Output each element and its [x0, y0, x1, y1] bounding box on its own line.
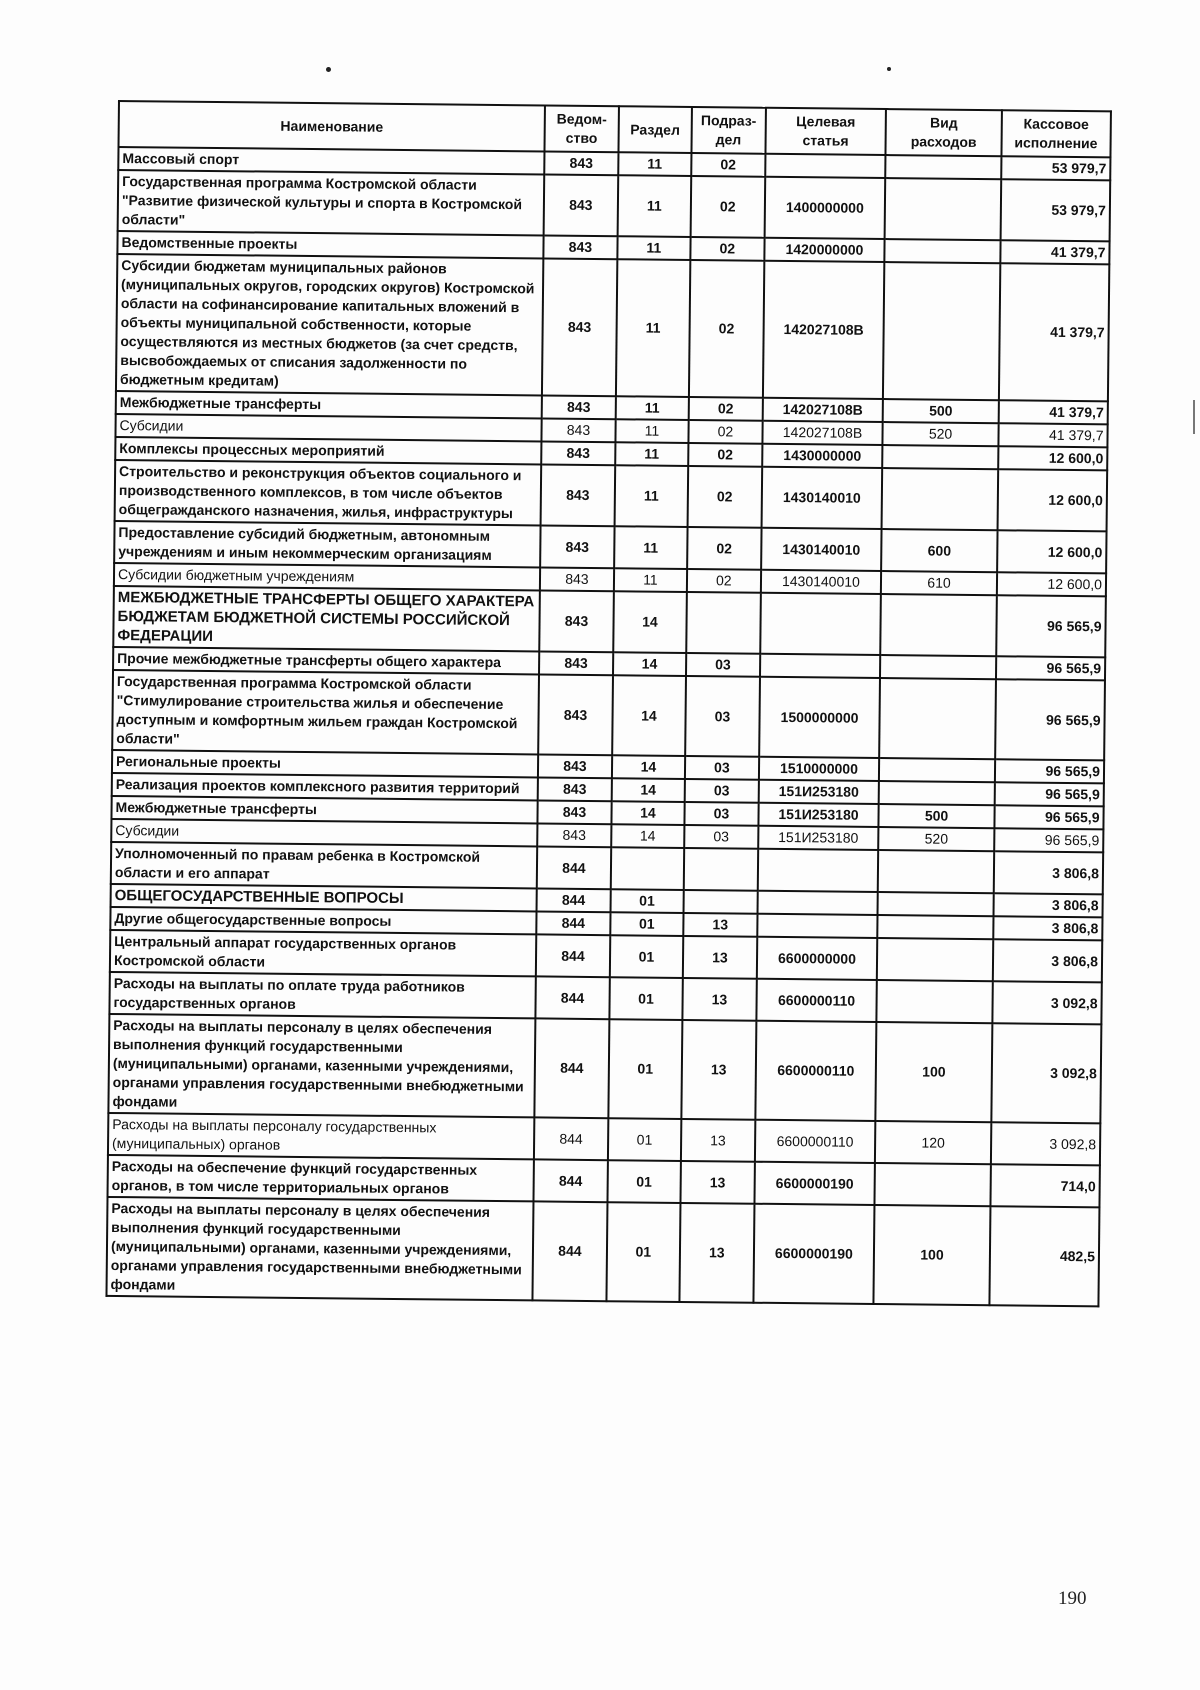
row-section: 14 — [611, 801, 685, 825]
row-type — [877, 938, 993, 981]
row-subsection: 02 — [689, 420, 763, 444]
row-subsection: 03 — [686, 653, 760, 677]
row-name: Субсидии бюджетным учреждениям — [114, 563, 540, 590]
row-type: 500 — [879, 804, 995, 828]
row-target: 142027108В — [762, 398, 883, 422]
row-section: 01 — [606, 1202, 681, 1302]
row-dept: 844 — [537, 888, 611, 912]
row-target — [757, 914, 878, 938]
row-target: 6600000110 — [756, 979, 877, 1022]
row-target: 6600000110 — [755, 1120, 876, 1163]
row-dept: 844 — [533, 1201, 608, 1301]
row-amount: 3 806,8 — [993, 916, 1102, 940]
row-target: 151И253180 — [758, 780, 879, 804]
row-section: 01 — [607, 1160, 681, 1203]
row-target: 151И253180 — [758, 803, 879, 827]
row-section: 01 — [608, 1118, 682, 1161]
row-section: 11 — [615, 419, 689, 443]
row-subsection: 02 — [687, 569, 761, 593]
row-target — [765, 154, 886, 178]
row-type: 100 — [874, 1205, 990, 1305]
row-amount: 96 565,9 — [994, 805, 1103, 829]
row-target: 142027108В — [762, 421, 883, 445]
row-subsection: 13 — [680, 1203, 755, 1303]
row-subsection: 02 — [688, 443, 762, 467]
row-target: 6600000190 — [754, 1162, 875, 1205]
row-target — [757, 849, 878, 892]
row-type — [879, 678, 995, 759]
row-section: 14 — [611, 824, 685, 848]
row-type — [878, 850, 994, 893]
table-row — [108, 1014, 1101, 1123]
row-dept: 844 — [534, 1159, 608, 1202]
page-number: 190 — [1058, 1588, 1087, 1609]
row-name: Предоставление субсидий бюджетным, автономным учреждениям и иным некоммерческим организациям — [114, 521, 541, 567]
row-section: 14 — [613, 652, 687, 676]
row-section: 01 — [610, 889, 684, 913]
row-amount: 53 979,7 — [1001, 156, 1110, 180]
row-section: 14 — [611, 778, 685, 802]
row-subsection: 03 — [685, 756, 759, 780]
row-amount: 53 979,7 — [1000, 179, 1110, 241]
header-subsection: Подраз- дел — [692, 107, 766, 154]
row-amount: 96 565,9 — [995, 679, 1105, 760]
row-subsection: 13 — [683, 978, 757, 1021]
row-target: 1430140010 — [760, 570, 881, 594]
row-amount: 12 600,0 — [997, 530, 1107, 573]
row-dept: 844 — [536, 934, 610, 977]
row-type: 600 — [881, 529, 997, 572]
row-name: Прочие межбюджетные трансферты общего характера — [113, 647, 539, 674]
header-name: Наименование — [119, 101, 546, 151]
row-section: 01 — [609, 935, 683, 978]
header-target: Целевая статья — [765, 108, 886, 155]
row-type — [885, 239, 1001, 263]
row-name: Другие общегосударственные вопросы — [110, 907, 536, 934]
row-dept: 843 — [542, 395, 616, 419]
row-amount: 3 092,8 — [991, 1122, 1101, 1165]
row-dept: 844 — [537, 846, 611, 889]
row-section: 01 — [609, 977, 683, 1020]
row-target: 1420000000 — [764, 238, 885, 262]
row-name: Региональные проекты — [112, 750, 538, 777]
row-type — [882, 468, 998, 530]
row-name: Расходы на обеспечение функций государственных органов, в том числе территориальных органов — [108, 1155, 535, 1201]
row-amount: 3 806,8 — [993, 893, 1102, 917]
row-type — [883, 262, 1000, 400]
row-type: 520 — [879, 827, 995, 851]
row-subsection: 02 — [689, 260, 764, 398]
row-name: Комплексы процессных мероприятий — [115, 437, 541, 464]
scan-speck — [326, 67, 331, 72]
table-row — [115, 460, 1108, 531]
row-target: 6600000000 — [756, 937, 877, 980]
scan-edge-mark — [1193, 400, 1195, 434]
row-section: 14 — [612, 755, 686, 779]
row-dept: 843 — [540, 525, 614, 568]
row-type — [879, 781, 995, 805]
row-type: 610 — [881, 571, 997, 595]
table-row — [106, 1197, 1099, 1306]
row-subsection: 03 — [685, 802, 759, 826]
row-dept: 843 — [538, 674, 612, 755]
row-name: Строительство и реконструкция объектов социального и производственного комплексов, в том числе объектов общегражданского назначения, жилья, инфраструктуры — [115, 460, 542, 525]
row-name: Ведомственные проекты — [117, 231, 543, 258]
row-amount: 41 379,7 — [999, 263, 1110, 401]
row-type — [881, 594, 997, 656]
row-name: Государственная программа Костромской области "Стимулирование строительства жилья и обеспечение доступным и комфортным жильем граждан Костромской области" — [112, 670, 539, 754]
row-subsection: 02 — [690, 237, 764, 261]
row-dept: 843 — [542, 418, 616, 442]
row-amount: 12 600,0 — [997, 572, 1106, 596]
row-name: Субсидии бюджетам муниципальных районов (муниципальных округов, городских округов) Костромской области на софинансирование капитальных вложений в объекты муниципальной собственности, которые осуществляются из местных бюджетов (за счет средств, высвобождаемых от списания задолженности по бюджетным кредитам) — [116, 254, 544, 395]
row-amount: 41 379,7 — [1000, 240, 1109, 264]
row-subsection: 03 — [684, 825, 758, 849]
row-dept: 843 — [544, 235, 618, 259]
row-subsection: 03 — [685, 676, 759, 757]
row-name: Расходы на выплаты персоналу в целях обеспечения выполнения функций государственными (муниципальными) органами, казенными учреждениями, органами управления государственными внебюджетными фондами — [108, 1014, 535, 1117]
table-body — [106, 147, 1110, 1306]
row-subsection — [684, 848, 758, 891]
row-name: Реализация проектов комплексного развития территорий — [112, 773, 538, 800]
row-name: Субсидии — [115, 414, 541, 441]
table-row — [116, 254, 1109, 401]
row-section: 11 — [614, 526, 688, 569]
header-section: Раздел — [618, 106, 692, 153]
row-amount: 96 565,9 — [996, 656, 1105, 680]
row-name: Расходы на выплаты по оплате труда работников государственных органов — [109, 972, 536, 1018]
row-amount: 3 806,8 — [993, 939, 1103, 982]
row-target: 1430140010 — [761, 528, 882, 571]
row-name: Межбюджетные трансферты — [111, 796, 537, 823]
row-type — [886, 155, 1002, 179]
row-dept: 843 — [541, 441, 615, 465]
row-dept: 843 — [544, 151, 618, 175]
row-subsection: 13 — [681, 1161, 755, 1204]
row-type — [885, 178, 1001, 240]
row-type: 500 — [883, 399, 999, 423]
row-name: Центральный аппарат государственных органов Костромской области — [110, 930, 537, 976]
header-dept: Ведом- ство — [545, 105, 619, 152]
row-amount: 714,0 — [990, 1164, 1100, 1207]
row-subsection: 02 — [691, 153, 765, 177]
row-amount: 96 565,9 — [996, 595, 1106, 657]
row-dept: 843 — [542, 258, 617, 396]
row-section: 11 — [617, 175, 691, 237]
row-section: 11 — [614, 568, 688, 592]
row-name: МЕЖБЮДЖЕТНЫЕ ТРАНСФЕРТЫ ОБЩЕГО ХАРАКТЕРА БЮДЖЕТАМ БЮДЖЕТНОЙ СИСТЕМЫ РОССИЙСКОЙ ФЕДЕРАЦИИ — [113, 586, 540, 651]
row-section: 11 — [618, 152, 692, 176]
row-target: 1430140010 — [761, 467, 882, 529]
row-type — [880, 655, 996, 679]
row-amount: 3 806,8 — [994, 851, 1104, 894]
row-amount: 482,5 — [989, 1206, 1099, 1306]
row-dept: 844 — [536, 976, 610, 1019]
row-type — [879, 758, 995, 782]
row-dept: 843 — [537, 823, 611, 847]
row-name: ОБЩЕГОСУДАРСТВЕННЫЕ ВОПРОСЫ — [111, 884, 537, 911]
row-type — [878, 915, 994, 939]
row-target: 1430000000 — [762, 444, 883, 468]
row-name: Уполномоченный по правам ребенка в Костромской области и его аппарат — [111, 842, 538, 888]
row-section: 14 — [613, 591, 687, 653]
table-row — [118, 170, 1111, 241]
row-name: Массовый спорт — [118, 147, 544, 174]
table-row — [112, 670, 1105, 760]
row-dept: 843 — [539, 590, 613, 652]
row-subsection: 02 — [687, 527, 761, 570]
row-section: 01 — [610, 912, 684, 936]
row-amount: 41 379,7 — [998, 400, 1107, 424]
row-type — [877, 980, 993, 1023]
row-amount: 96 565,9 — [995, 759, 1104, 783]
row-subsection: 03 — [685, 779, 759, 803]
row-name: Государственная программа Костромской области "Развитие физической культуры и спорта в Костромской области" — [118, 170, 545, 235]
row-type — [878, 892, 994, 916]
row-dept: 843 — [538, 800, 612, 824]
row-dept: 844 — [536, 911, 610, 935]
scan-speck — [887, 67, 891, 71]
row-target — [760, 593, 881, 655]
row-target: 1400000000 — [764, 177, 885, 239]
budget-execution-table — [105, 100, 1111, 1307]
row-target — [760, 654, 881, 678]
row-section: 11 — [616, 259, 691, 397]
row-subsection: 02 — [689, 397, 763, 421]
row-section: 11 — [614, 465, 688, 527]
row-section — [610, 847, 684, 890]
row-amount: 12 600,0 — [998, 446, 1107, 470]
row-amount: 96 565,9 — [994, 782, 1103, 806]
row-type: 120 — [875, 1121, 991, 1164]
row-subsection: 13 — [683, 913, 757, 937]
row-target: 1510000000 — [759, 757, 880, 781]
row-type — [875, 1163, 991, 1206]
row-name: Межбюджетные трансферты — [116, 391, 542, 418]
row-amount: 3 092,8 — [992, 981, 1102, 1024]
row-type: 100 — [876, 1022, 992, 1122]
row-dept: 844 — [535, 1018, 610, 1118]
row-amount: 12 600,0 — [997, 469, 1107, 531]
row-target: 142027108В — [763, 261, 885, 399]
row-subsection: 13 — [683, 936, 757, 979]
row-amount: 3 092,8 — [991, 1023, 1101, 1123]
row-target: 1500000000 — [759, 677, 881, 758]
row-section: 14 — [612, 675, 686, 756]
row-subsection — [684, 890, 758, 914]
row-dept: 844 — [534, 1117, 608, 1160]
row-type — [883, 445, 999, 469]
row-section: 11 — [617, 236, 691, 260]
row-target — [757, 891, 878, 915]
row-dept: 843 — [540, 567, 614, 591]
row-subsection: 13 — [681, 1020, 756, 1120]
row-subsection: 02 — [691, 176, 765, 238]
header-type: Вид расходов — [886, 109, 1002, 156]
row-target: 151И253180 — [758, 826, 879, 850]
row-dept: 843 — [539, 651, 613, 675]
row-subsection: 02 — [688, 466, 762, 528]
row-dept: 843 — [544, 174, 618, 236]
row-target: 6600000110 — [755, 1021, 877, 1121]
table-row — [113, 586, 1106, 657]
row-dept: 843 — [538, 754, 612, 778]
header-amount: Кассовое исполнение — [1001, 110, 1111, 157]
row-dept: 843 — [538, 777, 612, 801]
row-name: Расходы на выплаты персоналу в целях обеспечения выполнения функций государственными (муниципальными) органами, казенными учреждениями, органами управления государственными внебюджетными фондами — [106, 1197, 533, 1300]
row-target: 6600000190 — [753, 1204, 875, 1304]
row-amount: 41 379,7 — [998, 423, 1107, 447]
row-dept: 843 — [541, 464, 615, 526]
row-subsection: 13 — [681, 1119, 755, 1162]
row-section: 01 — [608, 1019, 683, 1119]
row-section: 11 — [615, 396, 689, 420]
row-amount: 96 565,9 — [994, 828, 1103, 852]
row-subsection — [686, 592, 760, 654]
row-name: Расходы на выплаты персоналу государственных (муниципальных) органов — [108, 1113, 535, 1159]
row-name: Субсидии — [111, 819, 537, 846]
row-section: 11 — [615, 442, 689, 466]
row-type: 520 — [883, 422, 999, 446]
